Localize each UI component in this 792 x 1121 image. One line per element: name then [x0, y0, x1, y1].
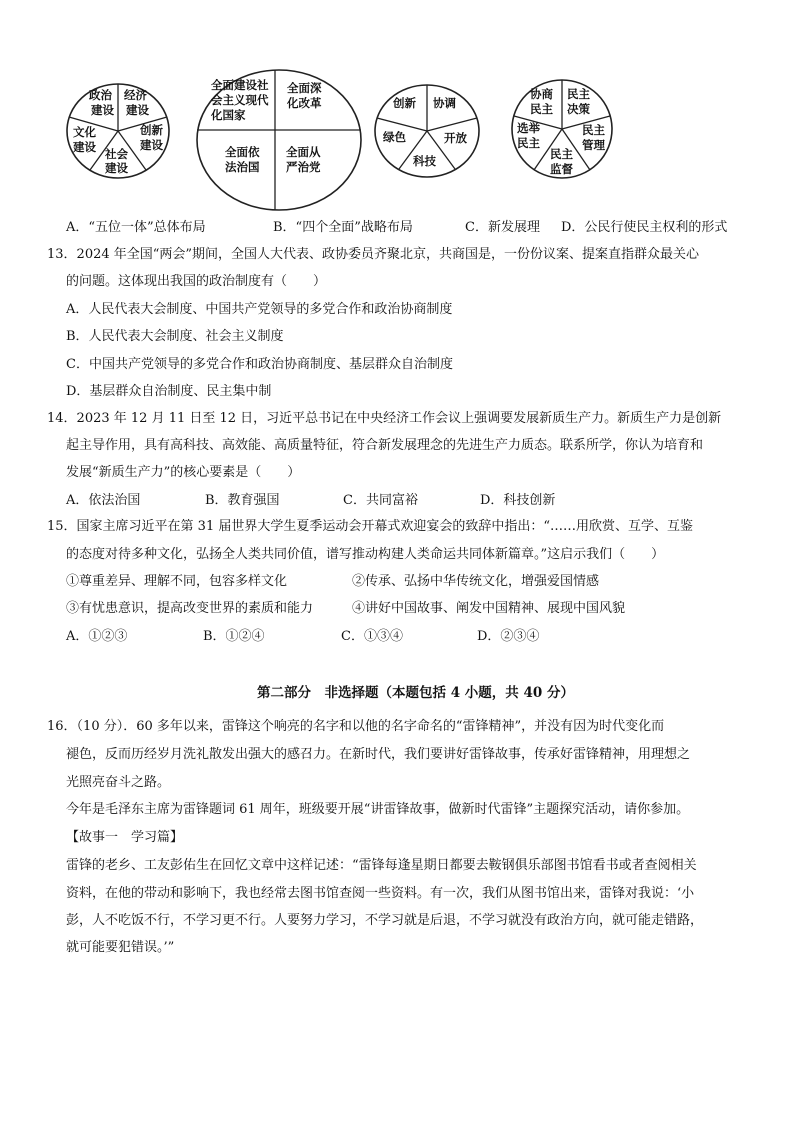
- q16-line-9: 就可能要犯错误。’”: [66, 940, 175, 955]
- q16-line-8: 彭，人不吃饭不行，不学习更不行。人要努力学习，不学习就是后退，不学习就没有政治方向，就可能走错路，: [66, 913, 704, 928]
- q15-stem-cont: 的态度对待多种文化，弘扬全人类共同价值，谱写推动构建人类命运共同体新篇章。”这启示我们（ ）: [66, 547, 665, 562]
- q16-line-7: 资料，在他的带动和影响下，我也经常去图书馆查阅一些资料。有一次，我们从图书馆出来，雷锋对我说：‘小: [66, 886, 695, 901]
- q14-stem-cont2: 发展“新质生产力”的核心要素是（ ）: [66, 465, 301, 480]
- segment-rule-of-law: 全面依法治国: [225, 145, 260, 174]
- segment-society: 社会建设: [105, 147, 128, 175]
- segment-supervision: 民主监督: [550, 147, 573, 176]
- five-in-one-diagram: [64, 82, 174, 182]
- segment-culture: 文化建设: [73, 125, 96, 154]
- segment-economy: 经济建设: [124, 88, 149, 117]
- new-development-diagram: [371, 82, 483, 182]
- part2-heading: 第二部分 非选择题（本题包括 4 小题，共 40 分）: [257, 685, 574, 701]
- q15-item-1: ①尊重差异、理解不同，包容多样文化: [66, 574, 288, 589]
- q13-option-b: B．人民代表大会制度、社会主义制度: [66, 329, 284, 344]
- q12-option-c: C．新发展理: [465, 220, 540, 235]
- segment-reform: 全面深化改革: [287, 81, 322, 110]
- q12-option-b: B．“四个全面”战略布局: [273, 220, 413, 235]
- q14-option-a: A．依法治国: [66, 493, 141, 508]
- q13-option-d: D．基层群众自治制度、民主集中制: [66, 384, 272, 399]
- q16-line-1: 16．（10 分）．60 多年以来，雷锋这个响亮的名字和以他的名字命名的“雷锋精神”，并没有因为时代变化而: [47, 719, 665, 734]
- segment-management: 民主管理: [582, 123, 605, 152]
- segment-party-discipline: 全面从严治党: [286, 145, 321, 174]
- q16-line-2: 褪色，反而历经岁月洗礼散发出强大的感召力。在新时代，我们要讲好雷锋故事，传承好雷锋精神，用理想之: [66, 747, 691, 762]
- segment-decision: 民主决策: [567, 87, 590, 116]
- segment-politics: 政治建设: [89, 88, 114, 117]
- q16-line-4: 今年是毛泽东主席为雷锋题词 61 周年，班级要开展“讲雷锋故事，做新时代雷锋”主题探究活动，请你参加。: [66, 802, 690, 817]
- q14-stem-cont: 起主导作用，具有高科技、高效能、高质量特征，符合新发展理念的先进生产力质态。联系所学，你认为培育和: [66, 438, 704, 453]
- q15-item-4: ④讲好中国故事、阐发中国精神、展现中国风貌: [352, 601, 626, 616]
- q15-option-d: D．②③④: [477, 629, 540, 644]
- segment-green: 绿色: [383, 130, 406, 144]
- segment-openness: 开放: [444, 131, 467, 145]
- q16-line-3: 光照亮奋斗之路。: [66, 775, 171, 790]
- q16-line-6: 雷锋的老乡、工友彭佑生在回忆文章中这样记述：“雷锋每逢星期日都要去鞍钢俱乐部图书馆看书或者查阅相关: [66, 858, 697, 873]
- q14-option-c: C．共同富裕: [343, 493, 418, 508]
- segment-election: 选举民主: [517, 121, 540, 150]
- segment-coordination: 协调: [433, 96, 456, 110]
- q15-item-3: ③有忧患意识，提高改变世界的素质和能力: [66, 601, 314, 616]
- segment-innovation: 创新建设: [140, 123, 163, 152]
- q15-option-a: A．①②③: [66, 629, 128, 644]
- q16-story-heading: 【故事一 学习篇】: [66, 830, 184, 845]
- four-comprehensives-diagram: [191, 66, 367, 214]
- segment-modern-country: 全面建设社会主义现代化国家: [211, 78, 269, 122]
- segment-technology: 科技: [413, 154, 436, 168]
- democracy-forms-diagram: [508, 76, 616, 182]
- q12-option-d: D．公民行使民主权利的形式: [561, 220, 728, 235]
- q13-stem-cont: 的问题。这体现出我国的政治制度有（ ）: [66, 274, 327, 289]
- q15-item-2: ②传承、弘扬中华传统文化，增强爱国情感: [352, 574, 600, 589]
- q13-option-c: C．中国共产党领导的多党合作和政治协商制度、基层群众自治制度: [66, 357, 453, 372]
- q13-stem: 13．2024 年全国“两会”期间，全国人大代表、政协委员齐聚北京，共商国是，一份份议案、提案直指群众最关心: [47, 247, 700, 262]
- q14-option-d: D．科技创新: [480, 493, 556, 508]
- q14-stem: 14．2023 年 12 月 11 日至 12 日，习近平总书记在中央经济工作会议上强调要发展新质生产力。新质生产力是创新: [47, 411, 722, 426]
- q13-option-a: A．人民代表大会制度、中国共产党领导的多党合作和政治协商制度: [66, 302, 453, 317]
- q15-option-c: C．①③④: [341, 629, 403, 644]
- q14-option-b: B．教育强国: [205, 493, 280, 508]
- segment-innovation: 创新: [393, 96, 416, 110]
- segment-consultative: 协商民主: [530, 87, 553, 116]
- q12-option-a: A．“五位一体”总体布局: [66, 220, 206, 235]
- q15-stem: 15．国家主席习近平在第 31 届世界大学生夏季运动会开幕式欢迎宴会的致辞中指出：“……用欣赏、互学、互鉴: [47, 519, 693, 534]
- q15-option-b: B．①②④: [203, 629, 265, 644]
